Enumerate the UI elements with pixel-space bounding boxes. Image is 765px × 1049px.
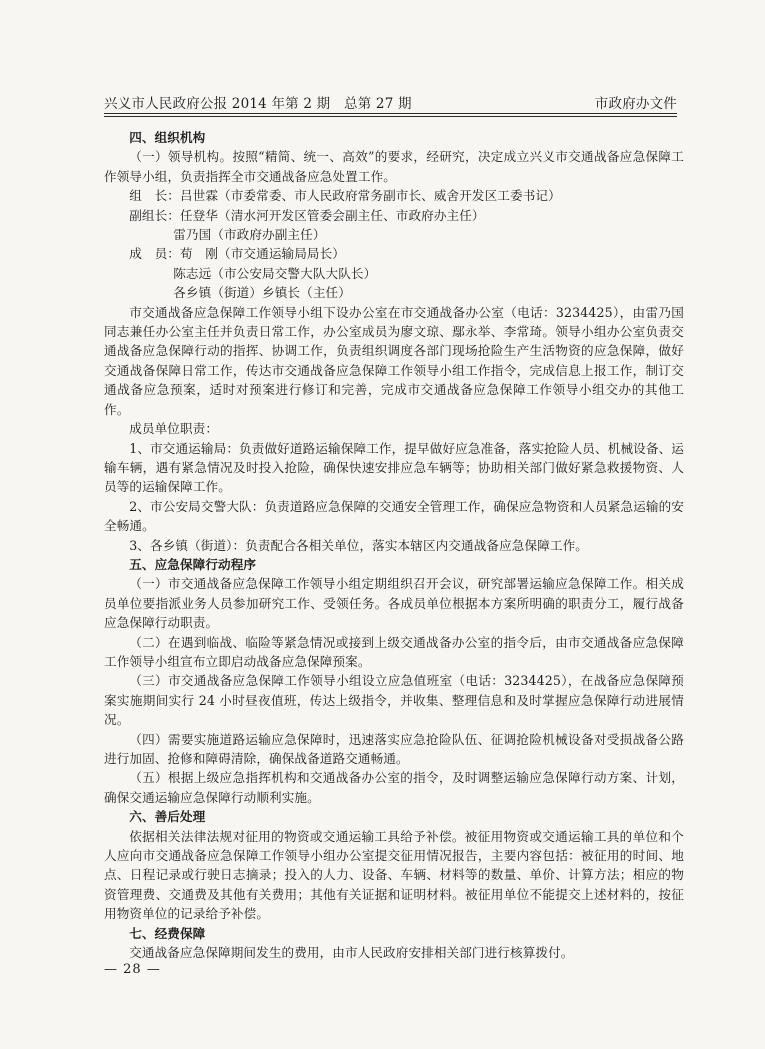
section-heading: 四、组织机构 bbox=[129, 130, 206, 145]
roster-entry: 吕世霖（市委常委、市人民政府常务副市长、威舍开发区工委书记） bbox=[179, 188, 561, 204]
section-heading: 六、善后处理 bbox=[129, 809, 206, 825]
roster-row bbox=[129, 186, 684, 205]
paragraph: 1、市交通运输局：负责做好道路运输保障工作，提早做好应急准备，落实抢险人员、机械设备、运输车辆，遇有紧急情况及时投入抢险，确保快速安排应急车辆等；协助相关部门做好紧急救援物资、人员等的运输保障工作。 bbox=[104, 440, 684, 495]
roster-row bbox=[129, 206, 684, 225]
roster-entry: 陈志远（市公安局交警大队大队长） bbox=[173, 265, 377, 281]
running-header bbox=[104, 90, 677, 112]
header-publication: 兴义市人民政府公报 2014 年第 2 期 总第 27 期 bbox=[104, 96, 412, 112]
paragraph: 2、市公安局交警大队：负责道路应急保障的交通安全管理工作，确保应急物资和人员紧急运输的安全畅通。 bbox=[104, 498, 684, 534]
roster-entry: 各乡镇（街道）乡镇长（主任） bbox=[173, 285, 351, 301]
roster-label: 副组长： bbox=[129, 207, 180, 223]
paragraph: （一）市交通战备应急保障工作领导小组定期组织召开会议，研究部署运输应急保障工作。相关成员单位要指派业务人员参加研究工作、受领任务。各成员单位根据本方案所明确的职责分工，履行战备应急保障行动职责。 bbox=[104, 576, 684, 631]
paragraph: （二）在遇到临战、临险等紧急情况或接到上级交通战备办公室的指令后，由市交通战备应急保障工作领导小组宣布立即启动战备应急保障预案。 bbox=[104, 634, 684, 669]
header-rule-thin bbox=[104, 116, 677, 117]
header-rule bbox=[104, 113, 677, 114]
paragraph: （四）需要实施道路运输应急保障时，迅速落实应急抢险队伍、征调抢险机械设备对受损战备公路进行加固、抢修和障碍清除，确保战备道路交通畅通。 bbox=[104, 731, 684, 766]
paragraph: 成员单位职责： bbox=[129, 421, 219, 437]
paragraph: （一）领导机构。按照“精简、统一、高效”的要求，经研究，决定成立兴义市交通战备应急保障工作领导小组，负责指挥全市交通战备应急处置工作。 bbox=[104, 149, 684, 184]
roster-row bbox=[129, 244, 684, 263]
header-section: 市政府办文件 bbox=[594, 96, 677, 112]
document-body bbox=[104, 128, 684, 962]
paragraph: 交通战备应急保障期间发生的费用，由市人民政府安排相关部门进行核算拨付。 bbox=[129, 945, 574, 961]
roster-entry: 荀 刚（市交通运输局局长） bbox=[179, 246, 345, 262]
roster-label: 组 长： bbox=[129, 188, 180, 204]
section-heading: 七、经费保障 bbox=[129, 925, 206, 941]
section-heading: 五、应急保障行动程序 bbox=[129, 556, 257, 572]
paragraph: （五）根据上级应急指挥机构和交通战备办公室的指令，及时调整运输应急保障行动方案、计划，确保交通运输应急保障行动顺利实施。 bbox=[104, 770, 684, 805]
roster-entry: 雷乃国（市政府办副主任） bbox=[173, 227, 326, 243]
paragraph: 市交通战备应急保障工作领导小组下设办公室在市交通战备办公室（电话：3234425），由雷乃国同志兼任办公室主任并负责日常工作，办公室成员为廖文琼、鄢永举、李常琦。领导小组办公室负责交通战备应急保障行动的指挥、协调工作，负责组织调度各部门现场抢险生产生活物资的应急保障，做好交通战备保障日常工作，传达市交通战备应急保障工作领导小组工作指令，完成信息上报工作，制订交通战备应急预案，适时对预案进行修订和完善，完成市交通战备应急保障工作领导小组交办的其他工作。 bbox=[104, 304, 684, 417]
roster bbox=[104, 186, 684, 302]
roster-label: 成 员： bbox=[129, 246, 180, 262]
paragraph: 3、各乡镇（街道）：负责配合各相关单位，落实本辖区内交通战备应急保障工作。 bbox=[129, 537, 588, 553]
roster-entry: 任登华（清水河开发区管委会副主任、市政府办主任） bbox=[179, 207, 485, 223]
paragraph: （三）市交通战备应急保障工作领导小组设立应急值班室（电话：3234425），在战备应急保障预案实施期间实行 24 小时昼夜值班，传达上级指令，并收集、整理信息和及时掌握应急保障行动进展情况。 bbox=[104, 673, 684, 728]
page-number: — 28 — bbox=[104, 962, 161, 977]
paragraph: 依据相关法律法规对征用的物资或交通运输工具给予补偿。被征用物资或交通运输工具的单位和个人应向市交通战备应急保障工作领导小组办公室提交征用情况报告，主要内容包括：被征用的时间、地点、日程记录或行驶日志摘录；投入的人力、设备、车辆、材料等的数量、单价、计算方法；相应的物资管理费、交通费及其他有关费用；其他有关证据和证明材料。被征用单位不能提交上述材料的，按征用物资单位的记录给予补偿。 bbox=[104, 828, 684, 922]
